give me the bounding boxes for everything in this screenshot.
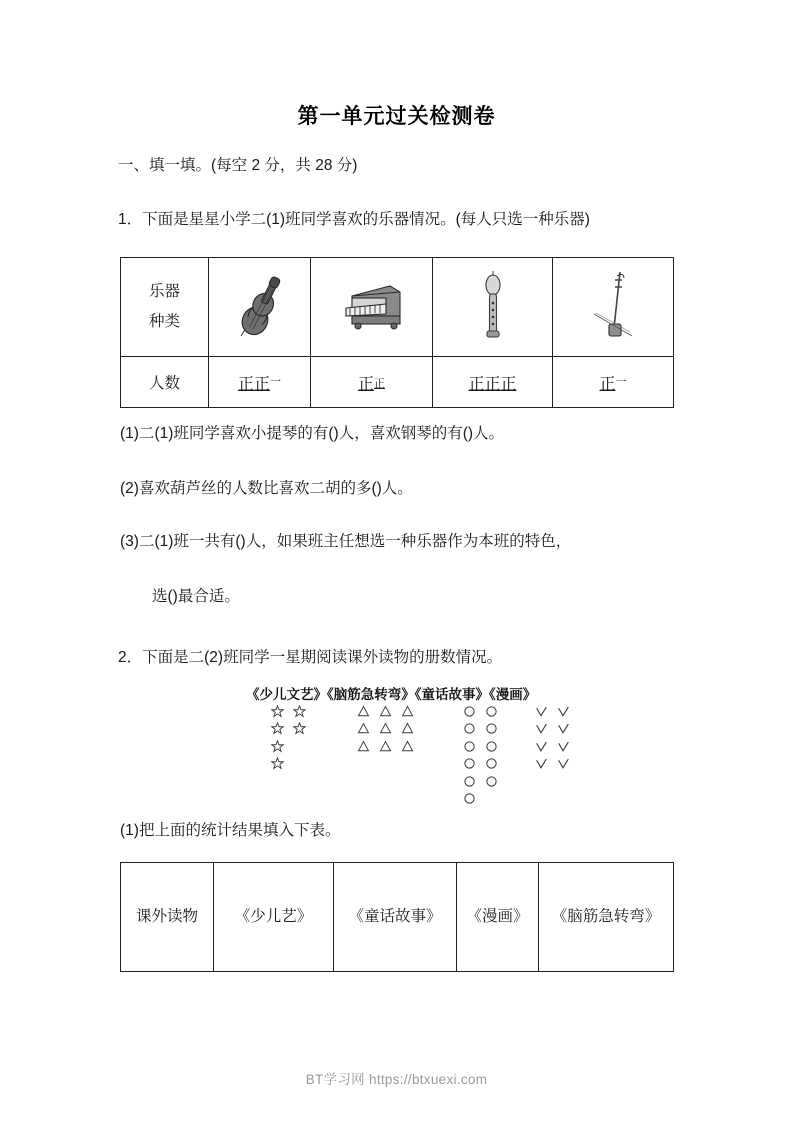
pictograph-row — [352, 720, 418, 738]
hulusi-cell — [433, 258, 553, 357]
reading-header-shaoer: 《少儿艺》 — [214, 863, 334, 972]
check-symbol — [530, 755, 552, 773]
question-2-sub-1: (1)把上面的统计结果填入下表。 — [120, 822, 341, 839]
triangle-symbol — [352, 720, 374, 738]
pictograph-column-tonghua-gushi — [458, 702, 502, 807]
star-symbol — [266, 755, 288, 773]
violin-cell — [209, 258, 311, 357]
circle-symbol — [480, 772, 502, 790]
pictograph-header-2: 《童话故事》 — [414, 687, 489, 702]
reading-header-tonghua: 《童话故事》 — [334, 863, 457, 972]
triangle-symbol — [352, 702, 374, 720]
question-1-sub-2: (2)喜欢葫芦丝的人数比喜欢二胡的多()人。 — [120, 480, 413, 497]
circle-symbol — [480, 737, 502, 755]
piano-cell — [311, 258, 433, 357]
check-symbol — [530, 702, 552, 720]
pictograph-row — [458, 737, 502, 755]
pictograph-header-0: 《少儿文艺》 — [246, 687, 327, 702]
circle-symbol — [480, 720, 502, 738]
circle-symbol — [458, 720, 480, 738]
pictograph-row — [530, 737, 574, 755]
star-symbol — [288, 702, 310, 720]
check-symbol — [552, 702, 574, 720]
pictograph-headers — [246, 683, 536, 703]
pictograph-row — [458, 755, 502, 773]
question-1-sub-3: (3)二(1)班一共有()人，如果班主任想选一种乐器作为本班的特色， — [120, 533, 572, 550]
check-symbol — [530, 720, 552, 738]
table-row — [121, 863, 674, 972]
piano-icon — [338, 276, 406, 338]
pictograph-row — [352, 702, 418, 720]
pictograph-row — [352, 737, 418, 755]
pictograph-header-3: 《漫画》 — [489, 687, 537, 702]
circle-symbol — [480, 755, 502, 773]
instrument-survey-table — [120, 257, 674, 408]
tally-piano: 正正 — [311, 357, 433, 408]
category-label-line-2: 种类 — [148, 313, 180, 330]
star-symbol — [266, 702, 288, 720]
check-symbol — [552, 720, 574, 738]
section-one-heading: 一、填一填。(每空 2 分，共 28 分) — [118, 157, 358, 174]
erhu-icon — [584, 266, 642, 348]
count-label: 人数 — [121, 357, 209, 408]
pictograph-row — [458, 772, 502, 790]
table-row — [121, 357, 674, 408]
category-label-line-1: 乐器 — [148, 283, 180, 300]
circle-symbol — [458, 702, 480, 720]
page-title: 第一单元过关检测卷 — [297, 105, 496, 128]
circle-symbol — [458, 772, 480, 790]
pictograph-row — [530, 720, 574, 738]
triangle-symbol — [374, 702, 396, 720]
check-symbol — [552, 737, 574, 755]
pictograph-row — [458, 720, 502, 738]
circle-symbol — [458, 755, 480, 773]
footer-watermark: BT学习网 https://btxuexi.com — [305, 1072, 488, 1087]
reading-statistics-table — [120, 862, 674, 972]
question-1-stem: 1．下面是星星小学二(1)班同学喜欢的乐器情况。(每人只选一种乐器) — [118, 211, 590, 228]
pictograph-column-shaoer-wenyi — [266, 702, 310, 772]
pictograph-header-1: 《脑筋急转弯》 — [327, 687, 415, 702]
reading-pictograph — [118, 683, 678, 793]
reading-row-label: 课外读物 — [121, 863, 214, 972]
question-1-sub-1: (1)二(1)班同学喜欢小提琴的有()人，喜欢钢琴的有()人。 — [120, 425, 505, 442]
violin-icon — [232, 266, 288, 348]
question-2-stem: 2．下面是二(2)班同学一星期阅读课外读物的册数情况。 — [118, 649, 503, 666]
triangle-symbol — [374, 737, 396, 755]
pictograph-row — [458, 702, 502, 720]
triangle-symbol — [396, 737, 418, 755]
pictograph-row — [266, 720, 310, 738]
triangle-symbol — [396, 720, 418, 738]
pictograph-row — [530, 702, 574, 720]
instrument-category-label — [121, 258, 209, 357]
question-1-sub-3-cont: 选()最合适。 — [152, 588, 240, 605]
pictograph-column-naojin-jizhuanwan — [352, 702, 418, 755]
triangle-symbol — [374, 720, 396, 738]
pictograph-row — [458, 790, 502, 808]
reading-header-manhua: 《漫画》 — [457, 863, 539, 972]
tally-hulusi: 正正正 — [433, 357, 553, 408]
pictograph-row — [266, 755, 310, 773]
pictograph-column-manhua — [530, 702, 574, 772]
circle-symbol — [458, 790, 480, 808]
circle-symbol — [480, 702, 502, 720]
triangle-symbol — [396, 702, 418, 720]
tally-violin: 正正$^一$ — [209, 357, 311, 408]
star-symbol — [266, 720, 288, 738]
pictograph-row — [530, 755, 574, 773]
check-symbol — [530, 737, 552, 755]
erhu-cell — [553, 258, 674, 357]
hulusi-icon — [476, 267, 510, 347]
tally-erhu: 正$^一$ — [553, 357, 674, 408]
star-symbol — [266, 737, 288, 755]
table-row — [121, 258, 674, 357]
triangle-symbol — [352, 737, 374, 755]
check-symbol — [552, 755, 574, 773]
star-symbol — [288, 720, 310, 738]
pictograph-row — [266, 702, 310, 720]
pictograph-row — [266, 737, 310, 755]
circle-symbol — [458, 737, 480, 755]
reading-header-naojin: 《脑筋急转弯》 — [539, 863, 674, 972]
